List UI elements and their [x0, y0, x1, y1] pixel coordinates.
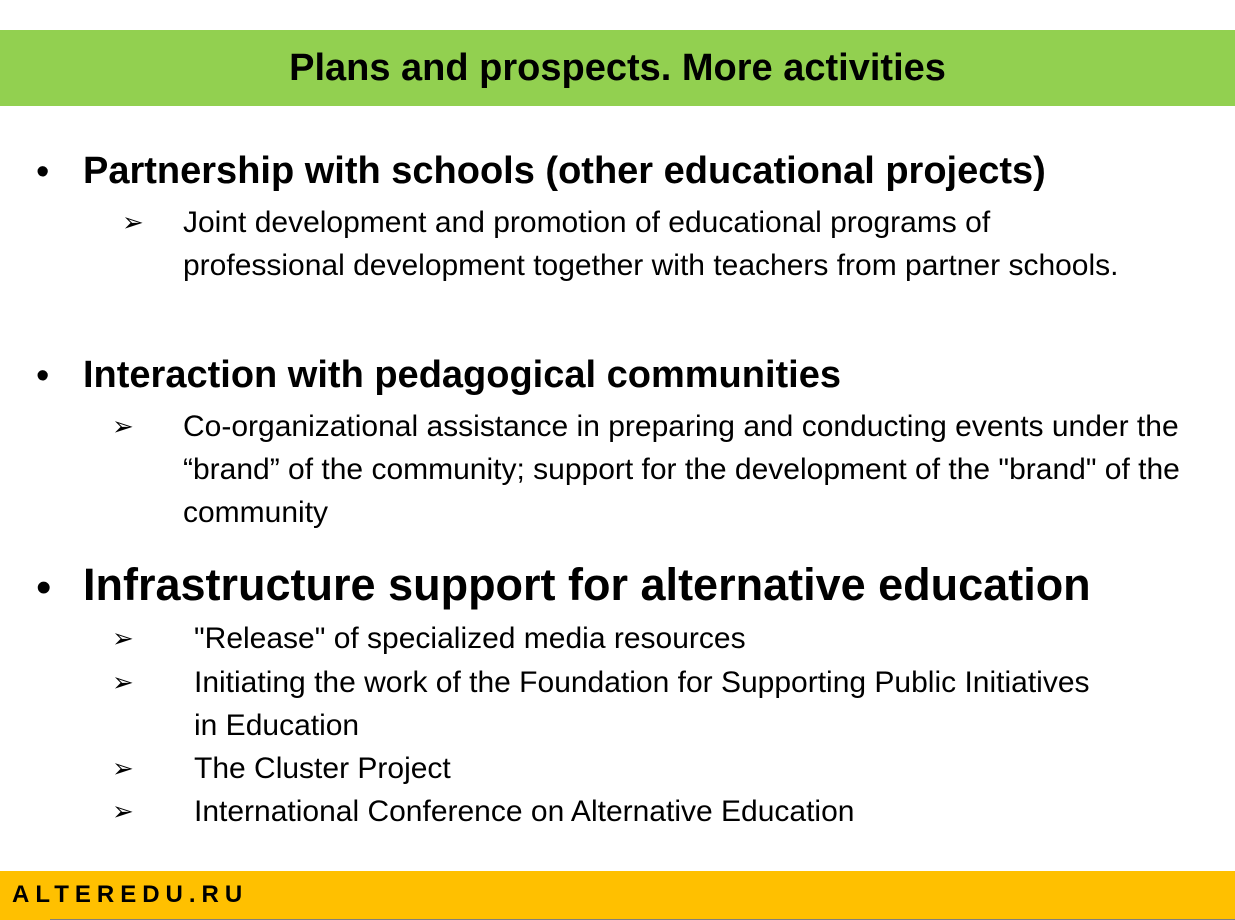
- bullet-icon: •: [36, 151, 50, 193]
- section-heading: Interaction with pedagogical communities: [83, 354, 841, 396]
- footer-bar: [0, 871, 1235, 920]
- footer-site-name: ALTEREDU.RU: [12, 881, 249, 908]
- arrow-bullet-icon: ➢: [112, 796, 134, 826]
- slide-title: Plans and prospects. More activities: [289, 46, 946, 89]
- arrow-bullet-icon: ➢: [112, 623, 134, 653]
- arrow-bullet-icon: ➢: [112, 667, 134, 697]
- section-heading: Partnership with schools (other educational projects): [83, 150, 1046, 192]
- list-item: Initiating the work of the Foundation for Supporting Public Initiatives in Education: [194, 666, 1090, 742]
- list-item: Joint development and promotion of educational programs of professional development together with teachers from partner schools.: [183, 206, 1119, 282]
- section-heading: Infrastructure support for alternative education: [83, 559, 1091, 610]
- title-bar: [0, 30, 1235, 106]
- arrow-bullet-icon: ➢: [122, 207, 144, 237]
- list-item: "Release" of specialized media resources: [194, 622, 746, 655]
- list-item: The Cluster Project: [194, 752, 451, 785]
- bullet-icon: •: [36, 563, 52, 612]
- bullet-icon: •: [36, 355, 50, 397]
- list-item: International Conference on Alternative Education: [194, 795, 855, 828]
- list-item: Co-organizational assistance in preparing and conducting events under the “brand” of the community; support for the development of the "brand" of the community: [183, 410, 1180, 529]
- arrow-bullet-icon: ➢: [112, 411, 134, 441]
- arrow-bullet-icon: ➢: [112, 753, 134, 783]
